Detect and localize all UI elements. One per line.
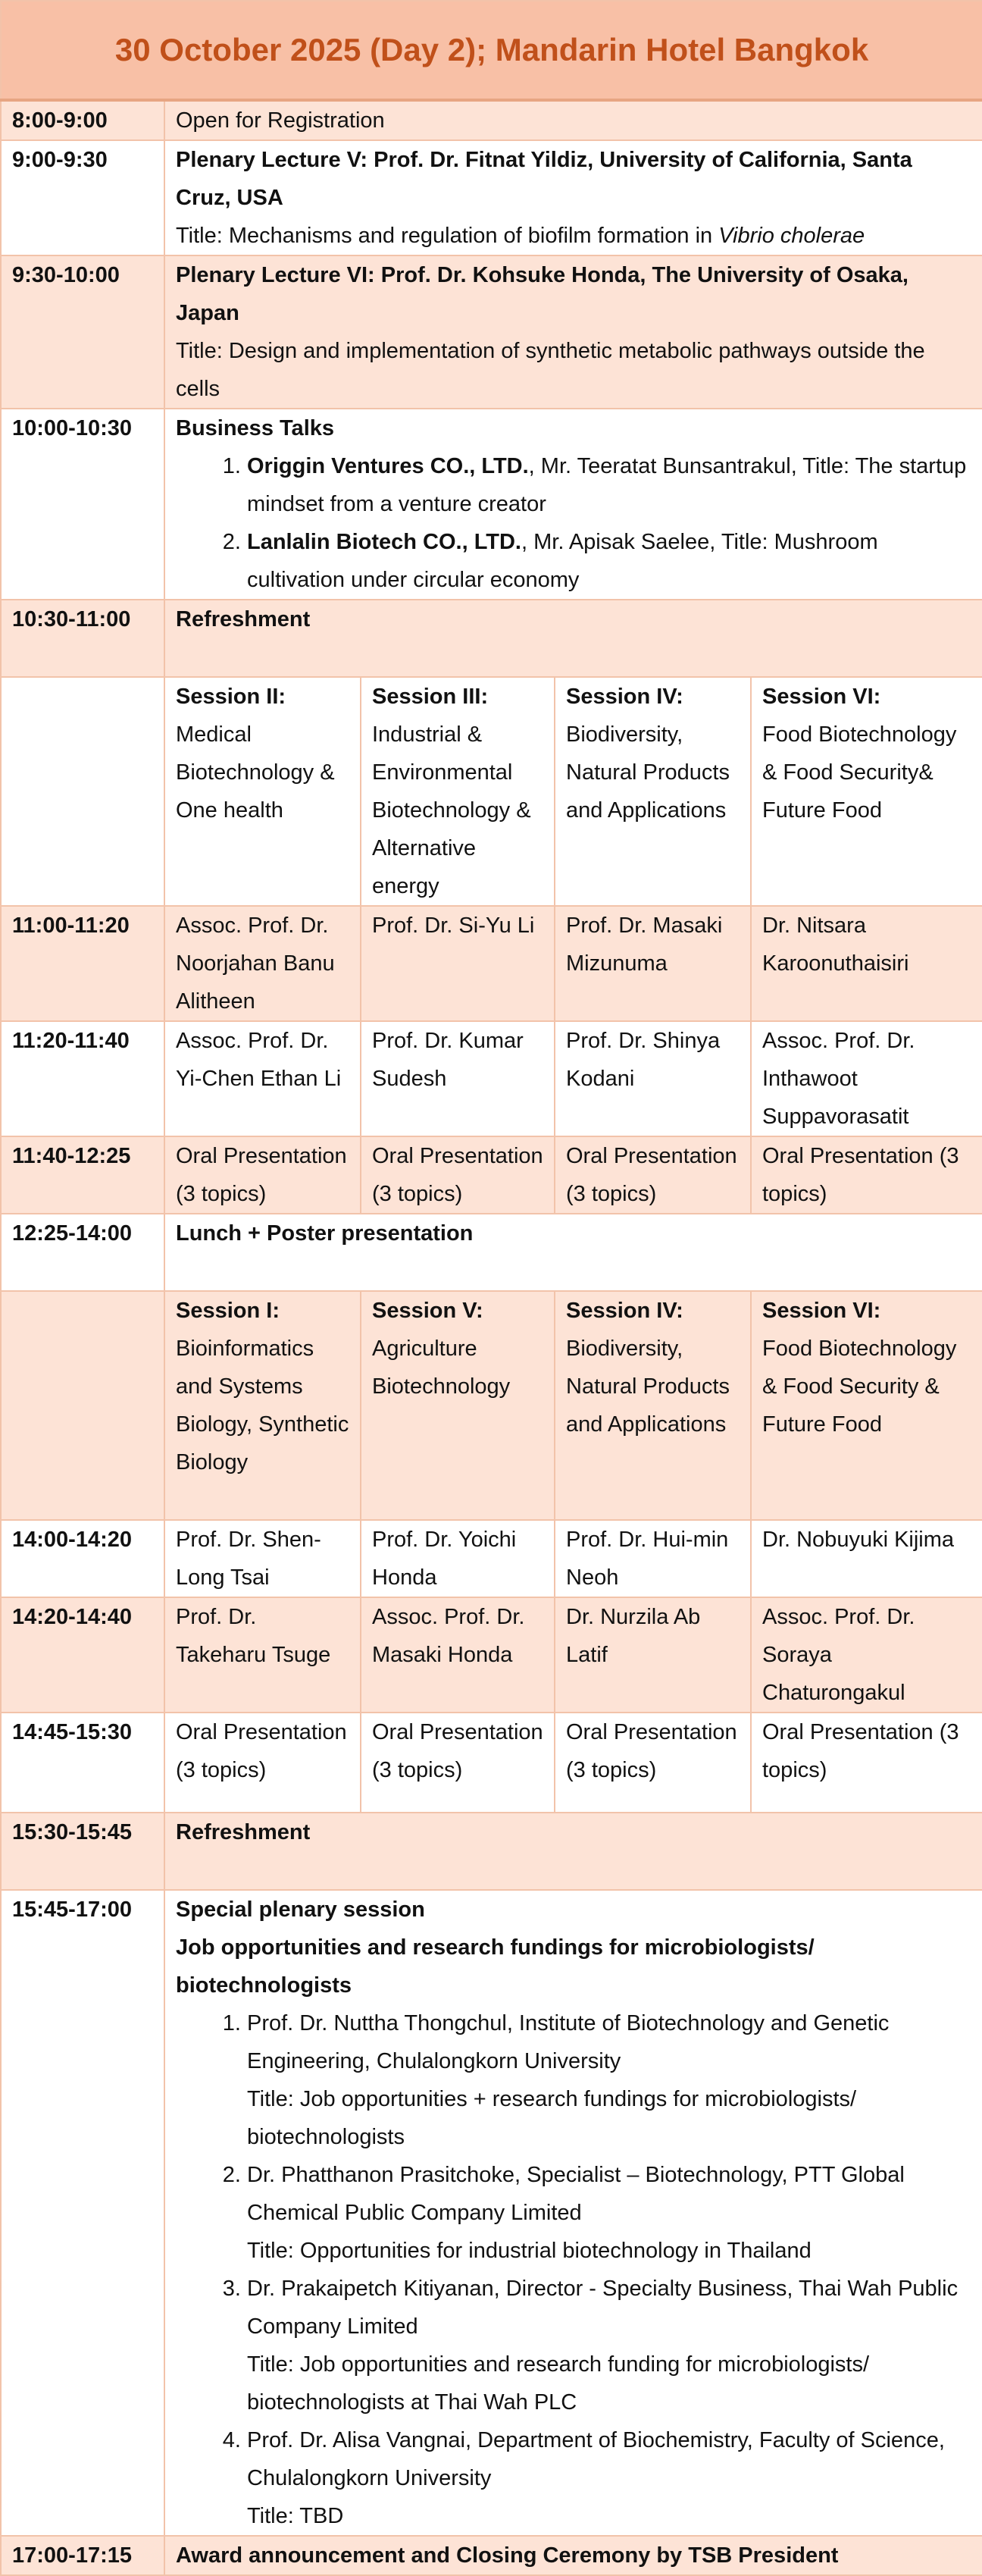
time-cell-empty	[1, 677, 164, 906]
list-item	[247, 447, 971, 523]
time-cell: 15:30-15:45	[1, 1813, 164, 1890]
refreshment-text: Refreshment	[176, 607, 311, 631]
plenary-v-title-text: Title: Mechanisms and regulation of biofilm formation in	[176, 224, 719, 248]
oral-cell: Oral Presentation (3 topics)	[751, 1136, 982, 1214]
plenary-v-title-italic: Vibrio cholerae	[718, 224, 865, 248]
speaker-cell: Prof. Dr. Shinya Kodani	[555, 1021, 751, 1136]
speaker-info: 2. Dr. Phatthanon Prasitchoke, Specialist – Biotechnology, PTT Global Chemical Public Company Limited	[247, 2163, 905, 2225]
oral-cell: Oral Presentation (3 topics)	[361, 1136, 555, 1214]
oral-cell	[164, 1713, 361, 1813]
row-plenary-v	[1, 140, 982, 255]
session-name: Session VI:	[762, 685, 881, 709]
table-row	[1, 906, 982, 1021]
refreshment-cell	[164, 600, 982, 677]
speaker-info: 3. Dr. Prakaipetch Kitiyanan, Director - Specialty Business, Thai Wah Public Company Limited	[247, 2277, 959, 2339]
special-plenary-subheading: Job opportunities and research fundings for microbiologists/ biotechnologists	[176, 1935, 815, 1998]
speaker-cell: Prof. Dr. Yoichi Honda	[361, 1520, 555, 1597]
speaker-cell: Assoc. Prof. Dr. Masaki Honda	[361, 1597, 555, 1713]
session-desc: Medical Biotechnology & One health	[176, 722, 335, 823]
header-row	[1, 1, 982, 100]
speaker-cell: Prof. Dr. Hui-min Neoh	[555, 1520, 751, 1597]
session-header	[164, 677, 361, 906]
list-item	[247, 523, 971, 599]
session-name: Session II:	[176, 685, 286, 709]
speaker-cell: Dr. Nitsara Karoonuthaisiri	[751, 906, 982, 1021]
talk-title: Title: Job opportunities + research fundings for microbiologists/ biotechnologists	[247, 2087, 857, 2149]
time-cell: 9:00-9:30	[1, 140, 164, 255]
session-header	[751, 1291, 982, 1520]
time-cell: 14:45-15:30	[1, 1713, 164, 1813]
oral-cell: Oral Presentation (3 topics)	[164, 1136, 361, 1214]
session-name: Session III:	[372, 685, 489, 709]
list-item	[247, 2421, 971, 2535]
time-cell: 10:00-10:30	[1, 409, 164, 600]
row-refreshment-1	[1, 600, 982, 677]
talk-title: Title: Job opportunities and research funding for microbiologists/ biotechnologists at Thai Wah PLC	[247, 2352, 870, 2415]
time-cell-empty	[1, 1291, 164, 1520]
row-special-plenary	[1, 1890, 982, 2536]
session-header	[555, 1291, 751, 1520]
session-name: Session VI:	[762, 1299, 881, 1323]
speaker-info: 4. Prof. Dr. Alisa Vangnai, Department of Biochemistry, Faculty of Science, Chulalongkorn University	[247, 2428, 945, 2490]
talk-details: , Mr. Apisak Saelee, Title: Mushroom cultivation under circular economy	[247, 530, 878, 592]
time-cell: 8:00-9:00	[1, 100, 164, 140]
refreshment-text: Refreshment	[176, 1820, 311, 1844]
speaker-cell: Assoc. Prof. Dr. Noorjahan Banu Alitheen	[164, 906, 361, 1021]
oral-text: Oral Presentation (3 topics)	[176, 1720, 347, 1782]
oral-cell: Oral Presentation (3 topics)	[751, 1713, 982, 1813]
list-item	[247, 2270, 971, 2421]
row-business-talks	[1, 409, 982, 600]
registration-text: Open for Registration	[164, 100, 982, 140]
oral-cell: Oral Presentation (3 topics)	[361, 1713, 555, 1813]
speaker-cell: Prof. Dr. Si-Yu Li	[361, 906, 555, 1021]
time-cell: 9:30-10:00	[1, 255, 164, 409]
session-desc: Bioinformatics and Systems Biology, Synthetic Biology	[176, 1337, 349, 1474]
business-talks-heading: Business Talks	[176, 416, 335, 440]
company-name: Origgin Ventures CO., LTD.	[247, 454, 529, 478]
speaker-cell: Prof. Dr. Kumar Sudesh	[361, 1021, 555, 1136]
time-cell: 14:20-14:40	[1, 1597, 164, 1713]
oral-cell: Oral Presentation (3 topics)	[555, 1136, 751, 1214]
closing-text: Award announcement and Closing Ceremony by TSB President	[176, 2543, 839, 2568]
time-cell: 10:30-11:00	[1, 600, 164, 677]
special-plenary-cell	[164, 1890, 982, 2536]
session-name: Session IV:	[566, 685, 683, 709]
table-row	[1, 1713, 982, 1813]
talk-details: , Mr. Teeratat Bunsantrakul, Title: The startup mindset from a venture creator	[247, 454, 967, 516]
session-desc: Industrial & Environmental Biotechnology & Alternative energy	[372, 722, 531, 898]
time-cell: 12:25-14:00	[1, 1214, 164, 1291]
session-desc: Food Biotechnology & Food Security & Future Food	[762, 1337, 957, 1437]
oral-cell: Oral Presentation (3 topics)	[555, 1713, 751, 1813]
plenary-v-title	[176, 217, 971, 255]
lunch-text: Lunch + Poster presentation	[176, 1221, 474, 1246]
speaker-cell: Assoc. Prof. Dr. Soraya Chaturongakul	[751, 1597, 982, 1713]
plenary-v-cell	[164, 140, 982, 255]
speaker-cell: Dr. Nurzila Ab Latif	[555, 1597, 751, 1713]
session-header	[751, 677, 982, 906]
row-session-header-a	[1, 677, 982, 906]
row-refreshment-2	[1, 1813, 982, 1890]
table-row	[1, 1021, 982, 1136]
special-plenary-list	[176, 2004, 971, 2535]
session-desc: Agriculture Biotechnology	[372, 1337, 511, 1399]
table-row	[1, 1520, 982, 1597]
plenary-v-heading: Plenary Lecture V: Prof. Dr. Fitnat Yildiz, University of California, Santa Cruz, USA	[176, 148, 912, 210]
row-plenary-vi	[1, 255, 982, 409]
speaker-cell: Prof. Dr. Masaki Mizunuma	[555, 906, 751, 1021]
refreshment-cell	[164, 1813, 982, 1890]
session-header	[164, 1291, 361, 1520]
list-item	[247, 2156, 971, 2270]
speaker-cell: Dr. Nobuyuki Kijima	[751, 1520, 982, 1597]
session-header	[361, 677, 555, 906]
speaker-cell: Prof. Dr. Takeharu Tsuge	[164, 1597, 361, 1713]
special-plenary-heading: Special plenary session	[176, 1898, 425, 1922]
plenary-vi-heading: Plenary Lecture VI: Prof. Dr. Kohsuke Honda, The University of Osaka, Japan	[176, 263, 909, 325]
lunch-cell	[164, 1214, 982, 1291]
session-header	[555, 677, 751, 906]
session-name: Session I:	[176, 1299, 280, 1323]
row-session-header-b	[1, 1291, 982, 1520]
time-cell: 14:00-14:20	[1, 1520, 164, 1597]
row-closing	[1, 2536, 982, 2575]
time-cell: 11:20-11:40	[1, 1021, 164, 1136]
session-desc: Biodiversity, Natural Products and Applications	[566, 722, 730, 823]
time-cell: 11:00-11:20	[1, 906, 164, 1021]
business-talks-cell	[164, 409, 982, 600]
business-talks-list	[176, 447, 971, 599]
talk-title: Title: TBD	[247, 2504, 344, 2528]
time-cell: 17:00-17:15	[1, 2536, 164, 2575]
session-desc: Biodiversity, Natural Products and Applications	[566, 1337, 730, 1437]
closing-cell	[164, 2536, 982, 2575]
row-registration	[1, 100, 982, 140]
plenary-vi-title: Title: Design and implementation of synthetic metabolic pathways outside the cells	[176, 339, 925, 401]
session-header	[361, 1291, 555, 1520]
speaker-cell: Assoc. Prof. Dr. Yi-Chen Ethan Li	[164, 1021, 361, 1136]
plenary-vi-cell	[164, 255, 982, 409]
row-lunch	[1, 1214, 982, 1291]
table-row	[1, 1597, 982, 1713]
page-title: 30 October 2025 (Day 2); Mandarin Hotel Bangkok	[1, 1, 982, 100]
talk-title: Title: Opportunities for industrial biotechnology in Thailand	[247, 2239, 812, 2263]
speaker-info: 1. Prof. Dr. Nuttha Thongchul, Institute of Biotechnology and Genetic Engineering, Chulalongkorn University	[247, 2011, 890, 2073]
company-name: Lanlalin Biotech CO., LTD.	[247, 530, 521, 554]
session-name: Session IV:	[566, 1299, 683, 1323]
time-cell: 11:40-12:25	[1, 1136, 164, 1214]
speaker-cell: Assoc. Prof. Dr. Inthawoot Suppavorasatit	[751, 1021, 982, 1136]
speaker-cell: Prof. Dr. Shen-Long Tsai	[164, 1520, 361, 1597]
session-name: Session V:	[372, 1299, 483, 1323]
list-item	[247, 2004, 971, 2156]
session-desc: Food Biotechnology & Food Security& Future Food	[762, 722, 957, 823]
table-row	[1, 1136, 982, 1214]
time-cell: 15:45-17:00	[1, 1890, 164, 2536]
